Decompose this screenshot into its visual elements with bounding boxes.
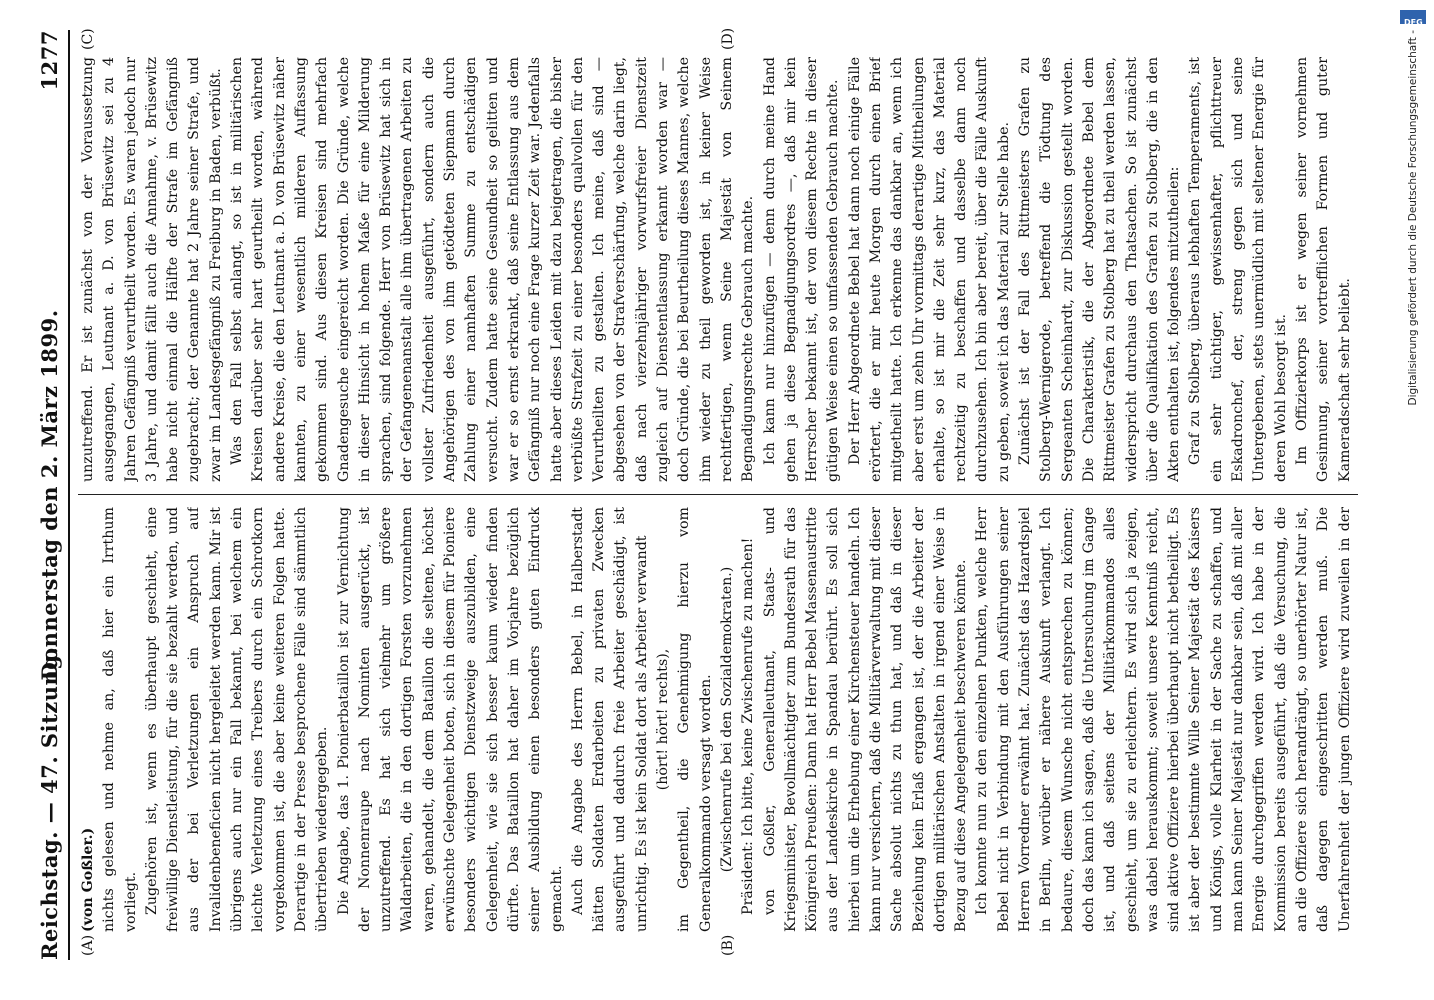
paragraph: Die Angabe, das 1. Pionierbataillon ist zur Vernichtung der Nonnenraupe nach Nominten ausgerückt, ist unzutreffend. Es hat sich vielmehr um größere Waldarbeiten, die in den dortigen Forsten vorzunehmen waren, gehandelt, die dem Bataillon die seltene, höchst erwünschte Gelegenheit boten, sich in diesem für Pioniere besonders wichtigen Dienstzweige auszubilden, eine Gelegenheit, wie sie sich besser kaum wieder finden dürfte. Das Bataillon hat daher im Vorjahre bezüglich seiner Ausbildung einen besonders guten Eindruck gemacht. [335, 507, 565, 932]
paragraph: Ich kann nur hinzufügen — denn durch meine Hand gehen ja diese Begnadigungsordres —, daß mir kein Herrscher bekannt ist, der von diesem Rechte in dieser gütigen Weise einen so umfassenden Gebrauch machte. [761, 57, 842, 482]
paragraph: nichts gelesen und nehme an, daß hier ein Irrthum vorliegt. [101, 507, 139, 932]
header-page-number: 1277 [37, 30, 62, 91]
credit-text: Digitalisierung gefördert durch die Deutsche Forschungsgemeinschaft - [1407, 30, 1419, 406]
paragraph: Der Herr Abgeordnete Bebel hat dann noch einige Fälle erörtert, die er mir heute Morgen durch einen Brief mitgetheilt hatte. Ich erkenne das dankbar an, wenn ich aber erst um zehn Uhr vormittags derartige Mittheilungen erhalte, so ist mir die Zeit sehr kurz, das Material rechtzeitig zu beschaffen und dasselbe dann noch durchzusehen. Ich bin aber bereit, über die Fälle Auskunft zu geben, soweit ich das Material zur Stelle habe. [846, 57, 1012, 482]
left-text-column [78, 507, 1358, 932]
paragraph: Was den Fall selbst anlangt, so ist in militärischen Kreisen darüber sehr hart geurtheilt worden, während andere Kreise, die den Leutnant a. D. von Brüsewitz näher kannten, zu einer wesentlich milderen Auffassung gekommen sind. Aus diesen Kreisen sind mehrfach Gnadengesuche eingereicht worden. Die Gründe, welche in dieser Hinsicht in hohem Maße für eine Milderung sprachen, sind folgende. Herr von Brüsewitz hat sich in der Gefangenenanstalt alle ihm übertragenen Arbeiten zu vollster Zufriedenheit ausgeführt, sondern auch die Angehörigen des von ihm getödteten Siepmann durch Zahlung einer namhaften Summe zu entschädigen versucht. Zudem hatte seine Gesundheit so gelitten und war er so ernst erkrankt, daß seine Entlassung aus dem Gefängniß nur noch eine Frage kurzer Zeit war. Jedenfalls hatte aber dieses Leiden mit dazu beigetragen, die bisher verbüßte Strafzeit zu einer besonders qualvollen für den Verurtheilten zu gestalten. Ich meine, daß sind — abgesehen von der Strafverschärfung, welche darin liegt, daß nach vierzehnjähriger vorwurfsfreier Dienstzeit zugleich auf Dienstentlassung erkannt worden war — doch Gründe, die bei Beurtheilung dieses Mannes, welche ihm wieder zu theil geworden ist, in keiner Weise rechtfertigen, wenn Seine Majestät von Seinem Begnadigungsrechte Gebrauch machte. [229, 57, 757, 482]
paragraph: Präsident: Ich bitte, keine Zwischenrufe zu machen! [740, 537, 757, 915]
paragraph [1356, 57, 1358, 482]
paragraph: von Goßler, Generalleutnant, Staats- und Kriegsminister, Bevollmächtigter zum Bundesrath für das Königreich Preußen: Dann hat Herr Bebel Massenaustritte aus der Landeskirche in Spandau berührt. Es soll sich hierbei um die Erhebung einer Kirchensteuer handeln. Ich kann nur versichern, daß die Militärverwaltung mit dieser Sache absolut nichts zu thun hat, und daß in dieser Beziehung kein Erlaß ergangen ist, der die Arbeiter der dortigen militärischen Anstalten in irgend einer Weise in Bezug auf diese Angelegenheit beschweren könnte. [761, 507, 970, 932]
paragraph: Ich konnte nun zu den einzelnen Punkten, welche Herr Bebel nicht in Verbindung mit den Ausführungen seiner Herren Vorredner erwähnt hat. Zunächst das Hazardspiel in Berlin, worüber er nähere Auskunft verlangt. Ich bedaure, diesem Wunsche nicht entsprechen zu können; doch das kann ich sagen, daß die Untersuchung im Gange ist, und daß seitens der Militärkommandos alles geschieht, um sie zu erleichtern. Es wird sich ja zeigen, was dabei herauskommt; soweit unsere Kenntniß reicht, sind aktive Offiziere hierbei überhaupt nicht betheiligt. Es ist aber der bestimmte Wille Seiner Majestät des Kaisers und Königs, volle Klarheit in der Sache zu schaffen, und man kann Seiner Majestät nur dankbar sein, daß mit aller Energie durchgegriffen werden wird. Ich habe in der Kommission bereits ausgeführt, daß die Versuchung, die an die Offiziere sich herandrängt, so unerhörter Natur ist, daß dagegen eingeschritten werden muß. Die Unerfahrenheit der jungen Offiziere wird zuweilen in der [974, 507, 1353, 932]
interjection: (Zwischenrufe bei den Sozialdemokraten.) [718, 566, 735, 873]
margin-marker-c: (C) [80, 28, 96, 50]
paragraph: Auch die Angabe des Herrn Bebel, in Halberstadt hätten Soldaten Erdarbeiten zu privaten Zwecken ausgeführt und dadurch freie Arbeiter geschädigt, ist unrichtig. Es ist kein Soldat dort als Arbeiter verwandt [569, 507, 650, 932]
column-divider [78, 494, 1358, 495]
dfg-logo: DFG [1400, 10, 1426, 24]
page-header [28, 30, 70, 960]
quote-paragraph: Im Offizierkorps ist er wegen seiner vornehmen Gesinnung, seiner vortrefflichen Formen und guter Kameradschaft sehr beliebt. [1293, 57, 1353, 482]
interjection: (hört! hört! rechts), [655, 648, 672, 791]
margin-marker-d: (D) [720, 27, 736, 50]
header-date: Donnerstag den 2. März 1899. [37, 309, 62, 681]
margin-marker-a: (A) [80, 934, 96, 956]
margin-marker-b: (B) [720, 934, 736, 956]
right-text-column [78, 57, 1358, 482]
paragraph: im Gegentheil, die Genehmigung hierzu vom Generalkommando versagt worden. [676, 507, 714, 932]
digitization-credit [1398, 10, 1428, 990]
paragraph: Zunächst ist der Fall des Rittmeisters Grafen zu Stolberg-Wernigerode, betreffend die Tödtung des Sergeanten Scheinhardt, zur Diskussion gestellt worden. Die Charakteristik, die der Abgeordnete Bebel dem Rittmeister Grafen zu Stolberg hat zu theil werden lassen, widerspricht durchaus den Thatsachen. So ist zunächst über die Qualifikation des Grafen zu Stolberg, die in den Akten enthalten ist, folgendes mitzutheilen: [1017, 57, 1183, 482]
paragraph: Zugehören ist, wenn es überhaupt geschieht, eine freiwillige Dienstleistung, für die sie bezahlt werden, und aus der bei Verletzungen ein Anspruch auf Invalidenbeneficien nicht hergeleitet werden kann. Mir ist übrigens auch nur ein Fall bekannt, bei welchem ein leichte Verletzung eines Treibers durch ein Schrotkorn vorgekommen ist, die aber keine weiteren Folgen hatte. Derartige in der Presse besprochene Fälle sind sämmtlich übertrieben wiedergegeben. [143, 507, 331, 932]
speaker-label: (von Goßler.) [80, 827, 96, 932]
paragraph: unzutreffend. Er ist zunächst von der Voraussetzung ausgegangen, Leutnant a. D. von Brüsewitz sei zu 4 Jahren Gefängniß verurtheilt worden. Es waren jedoch nur 3 Jahre, und damit fällt auch die Annahme, v. Brüsewitz habe nicht einmal die Hälfte der Strafe im Gefängniß zugebracht; der Genannte hat 2 Jahre seiner Strafe, und zwar im Landesgefängniß zu Freiburg in Baden, verbüßt. [80, 57, 224, 482]
header-session: Reichstag. — 47. Sitzung. [37, 646, 62, 960]
quote-paragraph: Graf zu Stolberg, überaus lebhaften Temperaments, ist ein sehr tüchtiger, gewissenhafter, pflichttreuer Eskadronchef, der, streng gegen sich und seine Untergebenen, stets unermüdlich mit seltener Energie für deren Wohl besorgt ist. [1187, 57, 1289, 482]
